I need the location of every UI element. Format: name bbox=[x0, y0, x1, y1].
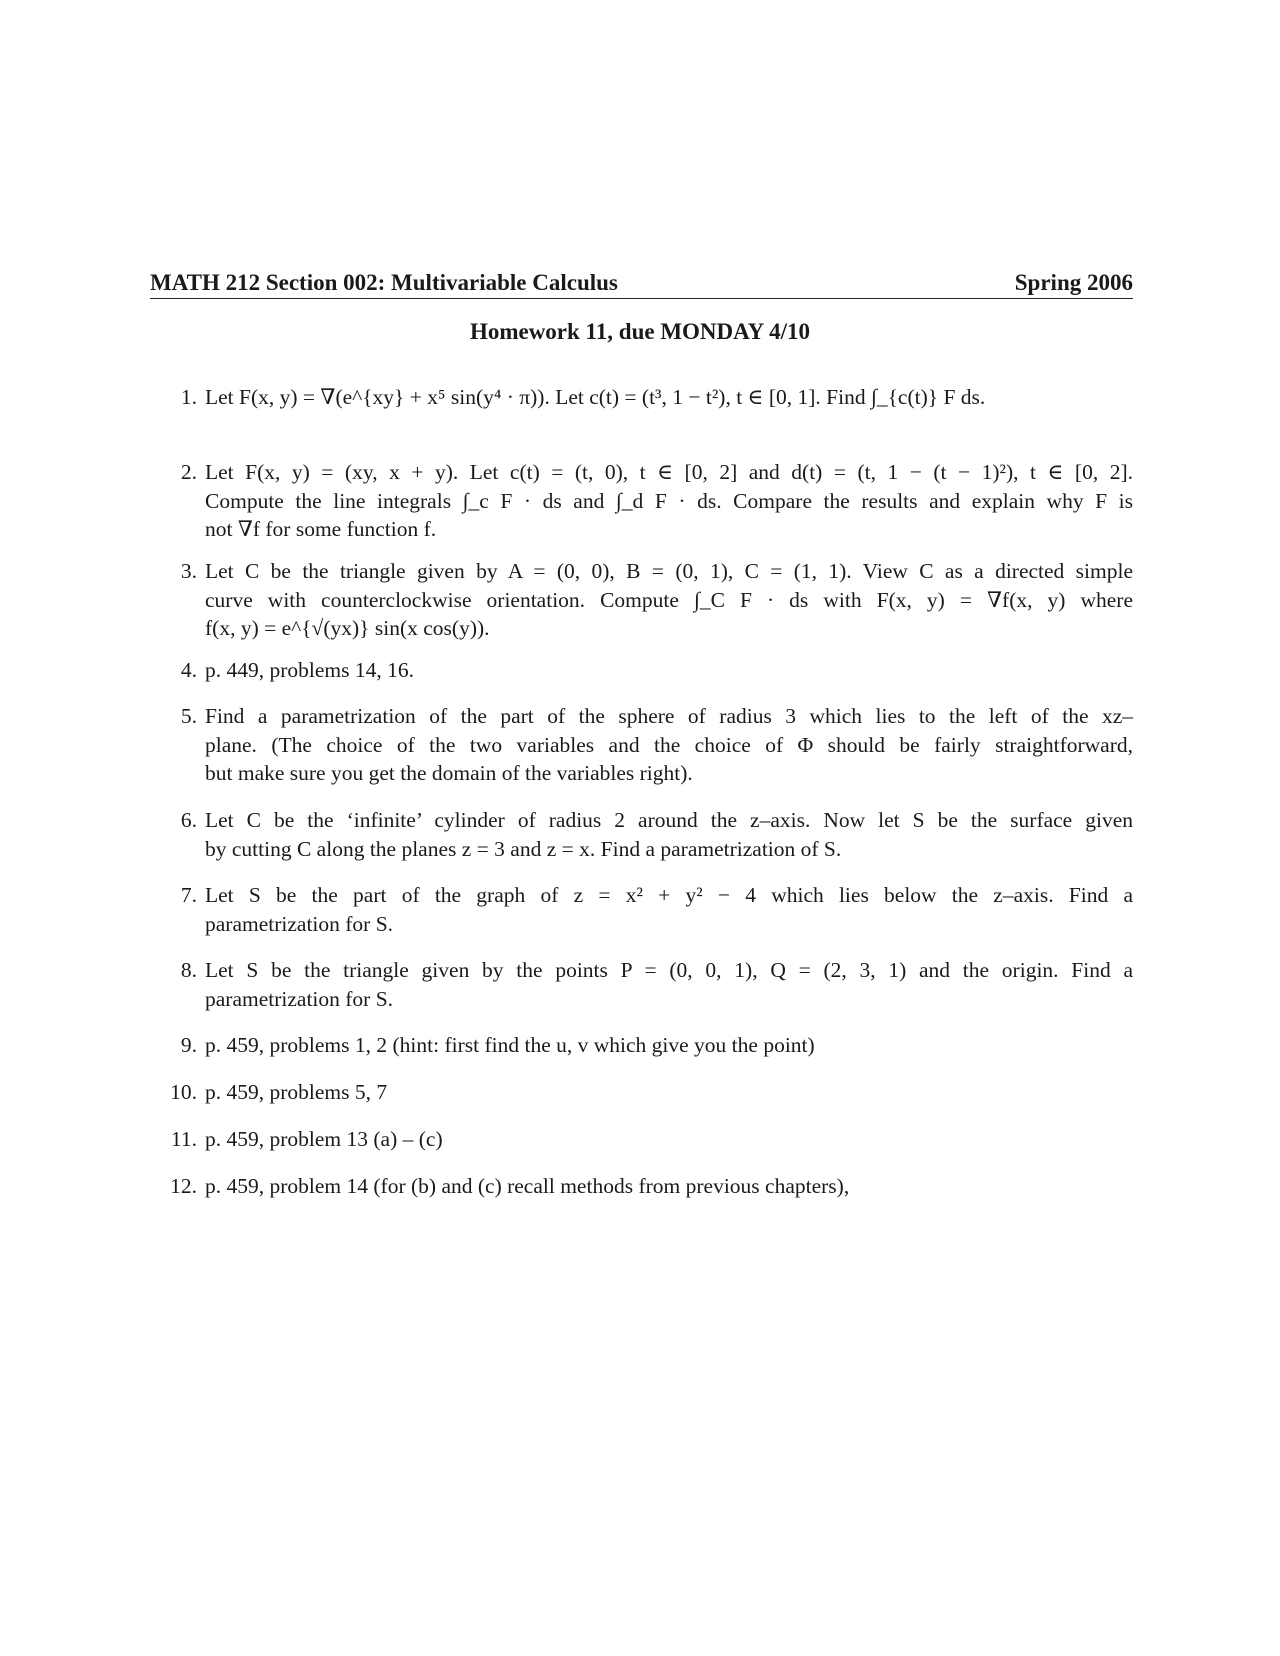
problem-line: not ∇f for some function f. bbox=[205, 517, 437, 541]
problem-line: p. 459, problem 14 (for (b) and (c) recall methods from previous chapters), bbox=[205, 1174, 850, 1198]
problem-line: curve with counterclockwise orientation. Compute ∫_C F · ds with F(x, y) = ∇f(x, y) where bbox=[205, 587, 1133, 612]
problem-line: p. 459, problem 13 (a) – (c) bbox=[205, 1127, 443, 1151]
problem-line: Find a parametrization of the part of the sphere of radius 3 which lies to the left of the xz– bbox=[205, 704, 1133, 728]
problem-number: 7. bbox=[180, 883, 197, 907]
problem-2 bbox=[180, 458, 1133, 544]
problem-6 bbox=[180, 806, 1133, 863]
problem-number: 2. bbox=[180, 460, 197, 484]
term-label: Spring 2006 bbox=[1014, 270, 1133, 295]
problem-5 bbox=[180, 702, 1133, 788]
problem-line: but make sure you get the domain of the variables right). bbox=[205, 761, 693, 785]
course-title: MATH 212 Section 002: Multivariable Calculus bbox=[150, 270, 618, 295]
problem-line: Let C be the triangle given by A = (0, 0), B = (0, 1), C = (1, 1). View C as a directed simple bbox=[205, 559, 1133, 583]
problem-4 bbox=[180, 656, 1133, 685]
problem-line: f(x, y) = e^{√(yx)} sin(x cos(y)). bbox=[205, 616, 490, 640]
problem-line: plane. (The choice of the two variables and the choice of Φ should be fairly straightforward, bbox=[205, 732, 1133, 757]
problem-line: by cutting C along the planes z = 3 and z = x. Find a parametrization of S. bbox=[205, 836, 842, 861]
problem-number: 11. bbox=[170, 1127, 197, 1151]
problem-line: Let F(x, y) = (xy, x + y). Let c(t) = (t, 0), t ∈ [0, 2] and d(t) = (t, 1 − (t − 1)²), t ∈ [0, 2]. bbox=[205, 460, 1133, 484]
problem-number: 10. bbox=[170, 1080, 197, 1104]
problem-line: Compute the line integrals ∫_c F · ds and ∫_d F · ds. Compare the results and explain why F is bbox=[205, 488, 1133, 513]
problem-line: Let S be the part of the graph of z = x² + y² − 4 which lies below the z–axis. Find a bbox=[205, 883, 1133, 907]
problem-7 bbox=[180, 881, 1133, 938]
homework-title: Homework 11, due MONDAY 4/10 bbox=[469, 319, 811, 344]
problem-number: 9. bbox=[180, 1033, 197, 1057]
problem-line: p. 459, problems 5, 7 bbox=[205, 1080, 388, 1104]
problem-line: p. 459, problems 1, 2 (hint: first find the u, v which give you the point) bbox=[205, 1033, 815, 1057]
problem-number: 1. bbox=[180, 385, 197, 409]
problem-line: parametrization for S. bbox=[205, 986, 394, 1011]
problem-10 bbox=[170, 1078, 1133, 1107]
problem-line: parametrization for S. bbox=[205, 911, 394, 936]
problem-12 bbox=[170, 1172, 1133, 1201]
problem-3 bbox=[180, 557, 1133, 643]
problem-number: 3. bbox=[180, 559, 197, 583]
problem-1 bbox=[180, 383, 1133, 412]
problem-9 bbox=[180, 1031, 1133, 1060]
problem-number: 8. bbox=[180, 958, 197, 982]
problem-number: 4. bbox=[180, 658, 197, 682]
course-header bbox=[150, 270, 1133, 299]
problem-line: Let S be the triangle given by the points P = (0, 0, 1), Q = (2, 3, 1) and the origin. Find a bbox=[205, 958, 1133, 982]
problem-8 bbox=[180, 956, 1133, 1013]
problem-line: Let F(x, y) = ∇(e^{xy} + x⁵ sin(y⁴ · π)). Let c(t) = (t³, 1 − t²), t ∈ [0, 1]. Find ∫_{c(t)} F ds. bbox=[205, 385, 986, 409]
problem-number: 12. bbox=[170, 1174, 197, 1198]
problem-line: Let C be the ‘infinite’ cylinder of radius 2 around the z–axis. Now let S be the surface given bbox=[205, 808, 1133, 832]
problem-number: 5. bbox=[180, 704, 197, 728]
problem-number: 6. bbox=[180, 808, 197, 832]
problem-11 bbox=[170, 1125, 1133, 1154]
problem-line: p. 449, problems 14, 16. bbox=[205, 658, 415, 682]
